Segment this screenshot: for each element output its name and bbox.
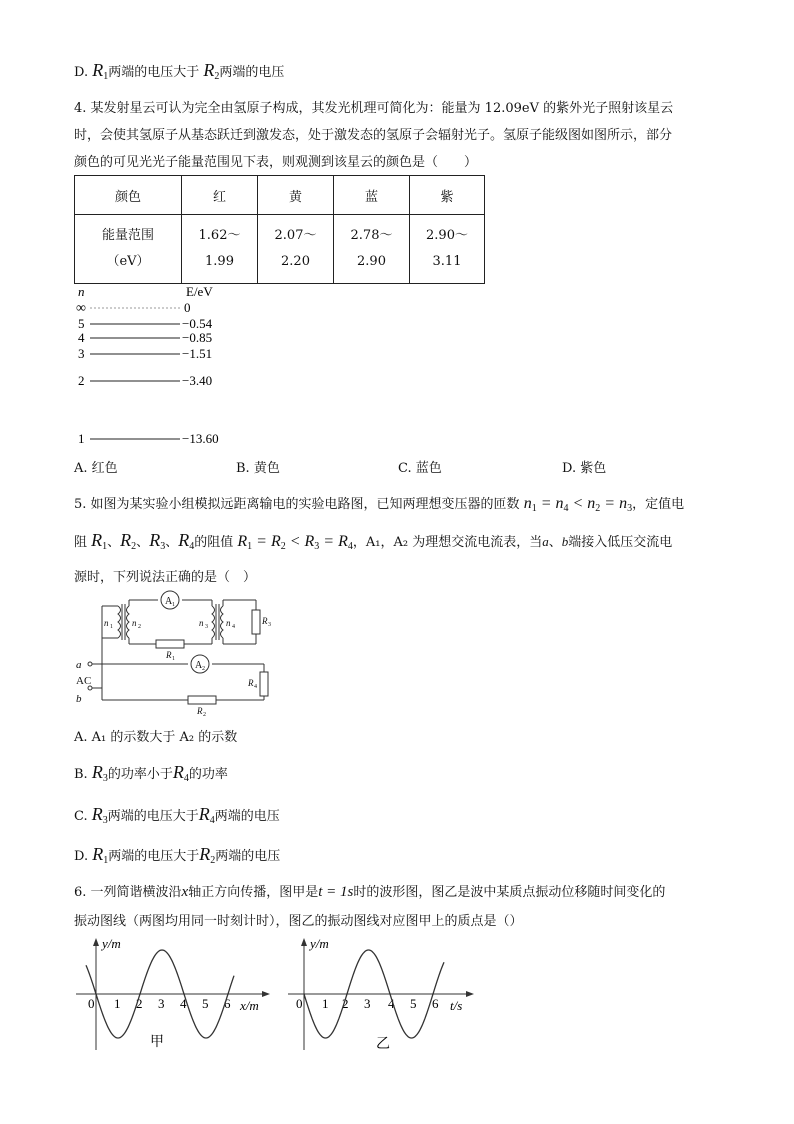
label-a1: A (165, 596, 173, 607)
symbol-r2: $R_2$ (120, 530, 137, 552)
level-e-label: −1.51 (182, 346, 213, 361)
prev-option-d: D. $R_1$两端的电压大于 $R_2$两端的电压 (74, 60, 285, 82)
q4-line2: 时，会使其氢原子从基态跃迁到激发态，处于激发态的氢原子会辐射光子。氢原子能级图如图所示，部分 (74, 128, 673, 143)
label-r1: R (166, 650, 172, 660)
color-energy-table (74, 175, 485, 284)
q5-line1: 5. 如图为某实验小组模拟远距离输电的实验电路图，已知两理想变压器的匝数 $n_1 = n_4 < n_2 = n_3$，定值电 (74, 495, 685, 514)
label-r3: R (262, 616, 268, 626)
x-ticks (88, 996, 231, 1011)
symbol-r4: $R_4$ (172, 762, 189, 784)
table-row-label: 能量范围 （eV） (75, 215, 182, 284)
y-axis-arrow (301, 938, 307, 946)
circuit-diagram (72, 588, 282, 718)
svg-text:2: 2 (203, 712, 206, 718)
tick-label: 0 (88, 996, 95, 1011)
symbol-r4: $R_4$ (178, 530, 195, 552)
coil-n1 (118, 606, 121, 638)
q6-line2: 振动图线（两图均用同一时刻计时），图乙的振动图线对应图甲上的质点是（） (74, 914, 523, 929)
x-axis-arrow (262, 991, 270, 997)
q4-option-a[interactable]: A. 红色 (74, 461, 118, 476)
resistor-r3 (252, 610, 260, 634)
label-a: a (76, 659, 82, 671)
level-n-label: ∞ (76, 301, 86, 316)
vibration-graph-yi (284, 932, 484, 1060)
table-header-cell: 黄 (258, 176, 334, 215)
level-e-label: −0.54 (182, 316, 213, 331)
svg-text:4: 4 (232, 624, 235, 630)
svg-text:1: 1 (172, 656, 175, 662)
svg-text:4: 4 (254, 684, 257, 690)
label-n2: n (132, 618, 137, 628)
x-axis-arrow (466, 991, 474, 997)
tick-label: 3 (158, 996, 165, 1011)
table-cell: 2.78～ 2.90 (334, 215, 410, 284)
level-e-label: −0.85 (182, 330, 213, 345)
q4-option-c[interactable]: C. 蓝色 (398, 461, 442, 476)
symbol-r3: $R_3$ (91, 762, 108, 784)
q4-line3: 颜色的可见光光子能量范围见下表，则观测到该星云的颜色是（ ） (74, 155, 478, 170)
table-header-cell: 颜色 (75, 176, 182, 215)
svg-text:2: 2 (202, 666, 205, 672)
label-r4: R (248, 678, 254, 688)
label-n4: n (226, 618, 231, 628)
q4-option-d[interactable]: D. 紫色 (562, 461, 607, 476)
graph-caption: 甲 (150, 1035, 164, 1050)
level-n-label: 5 (78, 316, 85, 331)
energy-level-diagram (72, 282, 252, 450)
label-b: b (76, 693, 82, 705)
symbol-r1: $R_1$ (91, 530, 108, 552)
table-cell: 2.07～ 2.20 (258, 215, 334, 284)
symbol-r3: $R_3$ (149, 530, 166, 552)
level-n-label: 4 (78, 330, 85, 345)
resistor-r4 (260, 672, 268, 696)
svg-text:3: 3 (268, 622, 271, 628)
tick-label: 5 (202, 996, 209, 1011)
n-axis-label: n (78, 284, 85, 299)
label-r2: R (197, 706, 203, 716)
label-ac: AC (76, 675, 92, 687)
svg-text:3: 3 (205, 624, 208, 630)
q5-option-d[interactable]: D. $R_1$两端的电压大于$R_2$两端的电压 (74, 844, 281, 866)
coil-n2 (127, 606, 130, 638)
label-a2: A (195, 660, 203, 671)
symbol-r3: $R_3$ (91, 804, 108, 826)
tick-label: 1 (322, 996, 329, 1011)
tick-label: 6 (432, 996, 439, 1011)
y-axis-label: y/m (102, 936, 121, 951)
coil-n4 (221, 606, 224, 638)
q5-option-b[interactable]: B. $R_3$的功率小于$R_4$的功率 (74, 762, 228, 784)
symbol-r2: $R_2$ (203, 60, 220, 82)
q4-option-b[interactable]: B. 黄色 (236, 461, 280, 476)
tick-label: 1 (114, 996, 121, 1011)
q4-line1: 4. 某发射星云可认为完全由氢原子构成，其发光机理可简化为：能量为 12.09eV 的紫外光子照射该星云 (74, 101, 674, 116)
tick-label: 3 (364, 996, 371, 1011)
coil-n3 (212, 606, 215, 638)
level-n-label: 1 (78, 431, 85, 446)
level-n-label: 2 (78, 373, 85, 388)
svg-text:1: 1 (172, 602, 175, 608)
x-axis-label: t/s (450, 998, 463, 1013)
symbol-r4: $R_4$ (198, 804, 215, 826)
q5-option-a[interactable]: A. A₁ 的示数大于 A₂ 的示数 (74, 730, 238, 745)
level-e-label: 0 (184, 300, 191, 315)
tick-label: 5 (410, 996, 417, 1011)
resistor-r1 (156, 640, 184, 648)
resistance-equation: $R_1 = R_2 < R_3 = R_4$ (237, 533, 353, 552)
q5-option-c[interactable]: C. $R_3$两端的电压大于$R_4$两端的电压 (74, 804, 280, 826)
level-e-label: −3.40 (182, 373, 213, 388)
y-axis-arrow (93, 938, 99, 946)
table-header-cell: 蓝 (334, 176, 410, 215)
tick-label: 4 (388, 996, 395, 1011)
svg-text:2: 2 (138, 624, 141, 630)
table-cell: 2.90～ 3.11 (410, 215, 485, 284)
tick-label: 2 (136, 996, 143, 1011)
graph-caption: 乙 (376, 1037, 390, 1052)
q6-line1: 6. 一列简谐横波沿x轴正方向传播，图甲是t = 1s时的波形图，图乙是波中某质点振动位移随时间变化的 (74, 884, 666, 900)
resistor-r2 (188, 696, 216, 704)
tick-label: 6 (224, 996, 231, 1011)
symbol-r1: $R_1$ (92, 844, 109, 866)
svg-text:1: 1 (110, 624, 113, 630)
level-n-label: 3 (78, 346, 85, 361)
level-e-label: −13.60 (182, 431, 219, 446)
tick-label: 4 (180, 996, 187, 1011)
e-axis-label: E/eV (186, 284, 213, 299)
q5-line2: 阻 $R_1$、$R_2$、$R_3$、$R_4$的阻值 $R_1 = R_2 < R_3 = R_4$，A₁，A₂ 为理想交流电流表，当a、b端接入低压交流电 (74, 530, 673, 552)
table-header-cell: 红 (182, 176, 258, 215)
wave-graph-jia (72, 932, 278, 1060)
q5-line3: 源时，下列说法正确的是（ ） (74, 570, 257, 585)
terminal-a (88, 662, 92, 666)
label-n1: n (104, 618, 109, 628)
table-header-cell: 紫 (410, 176, 485, 215)
x-ticks (296, 996, 439, 1011)
tick-label: 2 (342, 996, 349, 1011)
tick-label: 0 (296, 996, 303, 1011)
turns-equation: $n_1 = n_4 < n_2 = n_3$ (523, 495, 633, 514)
label-n3: n (199, 618, 204, 628)
symbol-r1: $R_1$ (92, 60, 109, 82)
symbol-r2: $R_2$ (199, 844, 216, 866)
x-axis-label: x/m (240, 998, 259, 1013)
table-cell: 1.62～ 1.99 (182, 215, 258, 284)
y-axis-label: y/m (310, 936, 329, 951)
